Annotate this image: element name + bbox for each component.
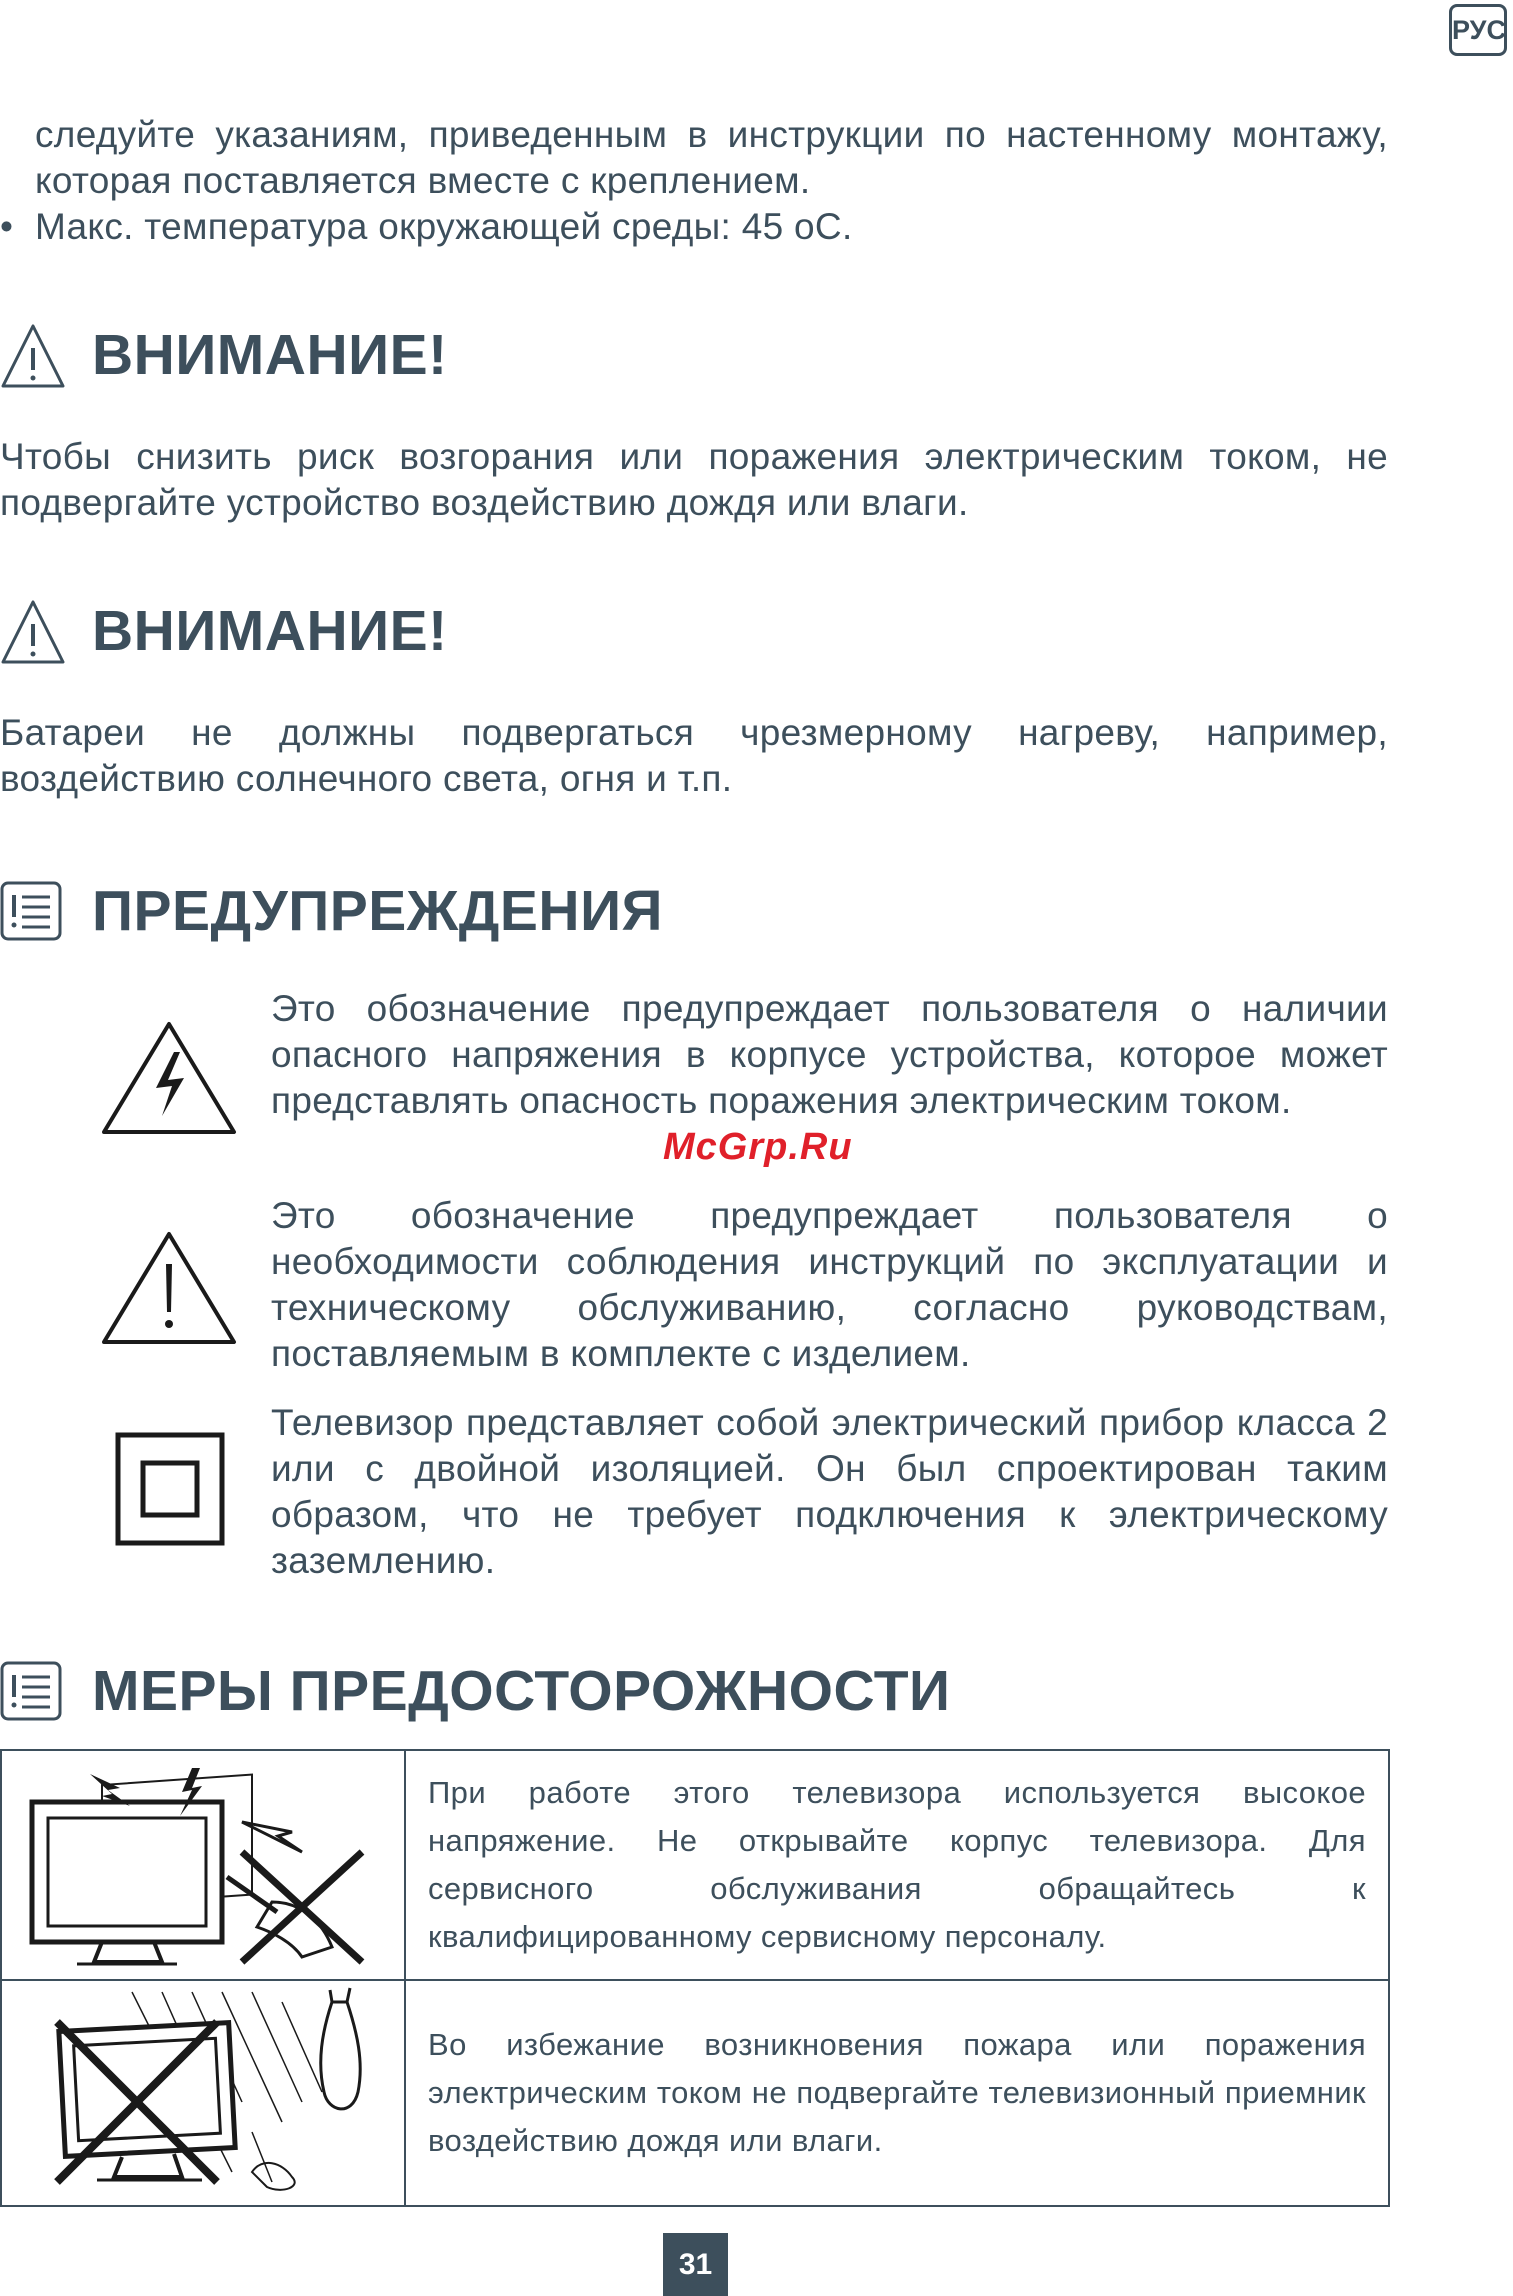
lightning-triangle-icon — [100, 1020, 238, 1136]
text-cell — [405, 1980, 1389, 2206]
table-row — [1, 1750, 1389, 1980]
caution-title-1: ВНИМАНИЕ! — [92, 323, 448, 387]
notice-list-icon — [0, 881, 62, 941]
text-cell — [405, 1750, 1389, 1980]
precautions-title: МЕРЫ ПРЕДОСТОРОЖНОСТИ — [92, 1659, 951, 1723]
precaution-text-2: Во избежание возникновения пожара или поражения электрическим током не подвергайте телевизионный приемник воздействию дождя или влаги. — [428, 2027, 1366, 2158]
table-row — [1, 1980, 1389, 2206]
caution-text-1: Чтобы снизить риск возгорания или поражения электрическим током, не подвергайте устройство воздействию дождя или влаги. — [0, 436, 1388, 523]
warning-text-3: Телевизор представляет собой электрический прибор класса 2 или с двойной изоляцией. Он был спроектирован таким образом, что не требует подключения к электрическому заземлению. — [271, 1402, 1388, 1581]
illustration-cell — [1, 1980, 405, 2206]
bullet-text: Макс. температура окружающей среды: 45 oC. — [35, 206, 853, 247]
exclamation-triangle-icon — [100, 1230, 238, 1346]
illustration-cell — [1, 1750, 405, 1980]
warning-text-1: Это обозначение предупреждает пользователя о наличии опасного напряжения в корпусе устройства, которое может представлять опасность поражения электрическим током. — [271, 988, 1388, 1121]
warning-text-2: Это обозначение предупреждает пользователя о необходимости соблюдения инструкций по эксплуатации и техническому обслуживанию, согласно руководствам, поставляемым в комплекте с изделием. — [271, 1195, 1388, 1374]
no-rain-tv-illustration — [2, 1982, 402, 2204]
watermark: McGrp.Ru — [663, 1126, 853, 1168]
caution-text-2: Батареи не должны подвергаться чрезмерному нагреву, например, воздействию солнечного света, огня и т.п. — [0, 712, 1388, 799]
page-number: 31 — [663, 2233, 728, 2296]
precautions-table — [0, 1749, 1390, 2207]
intro-continued-text: следуйте указаниям, приведенным в инструкции по настенному монтажу, которая поставляется вместе с креплением. — [35, 114, 1388, 201]
language-badge: РУС — [1449, 4, 1507, 56]
warnings-title: ПРЕДУПРЕЖДЕНИЯ — [92, 879, 664, 943]
warning-triangle-icon — [0, 322, 66, 390]
precaution-text-1: При работе этого телевизора используется высокое напряжение. Не открывайте корпус телевизора. Для сервисного обслуживания обращайтесь к квалифицированному сервисному персоналу. — [428, 1775, 1366, 1954]
caution-title-2: ВНИМАНИЕ! — [92, 599, 448, 663]
intro-bullet — [0, 204, 1388, 250]
double-square-icon — [115, 1432, 225, 1546]
notice-list-icon — [0, 1661, 62, 1721]
warning-triangle-icon — [0, 598, 66, 666]
bullet-symbol: • — [0, 206, 14, 247]
do-not-open-tv-illustration — [2, 1752, 402, 1978]
